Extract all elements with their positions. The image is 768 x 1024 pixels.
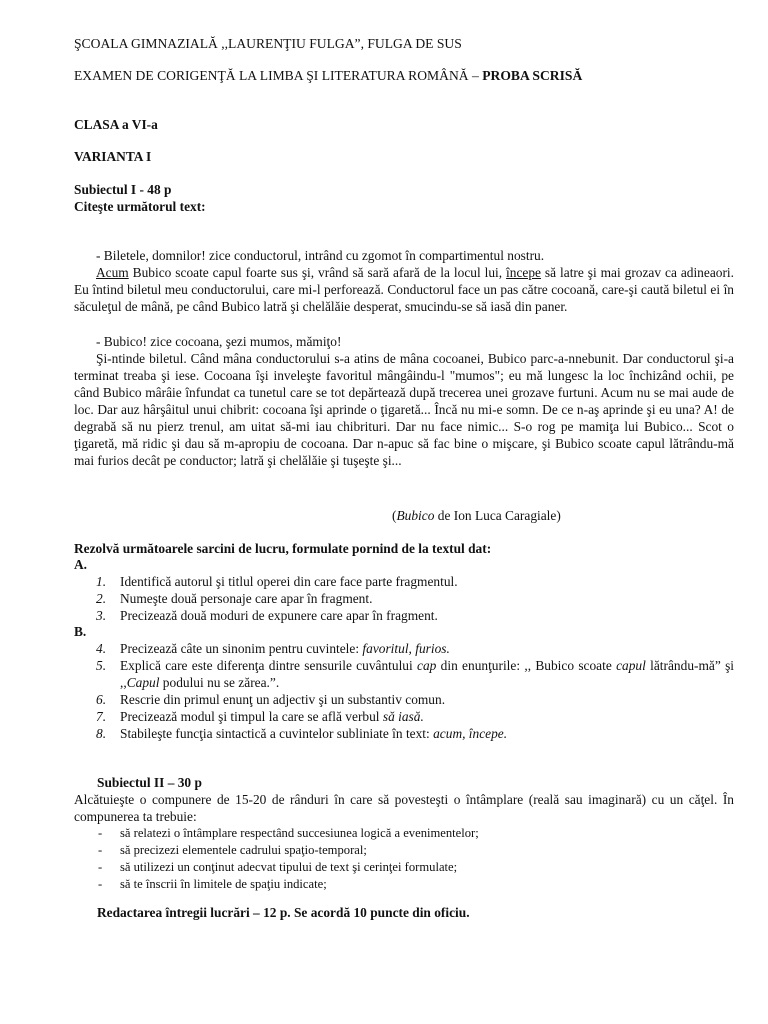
task-emphasis: favoritul, furios. xyxy=(362,641,450,656)
task-text: din enunţurile: ,, Bubico scoate xyxy=(436,658,617,673)
task-item xyxy=(74,657,734,691)
subject-1-title: Subiectul I - 48 p xyxy=(74,182,172,197)
task-text: Precizează două moduri de expunere care apar în fragment. xyxy=(120,608,438,623)
task-number: 4. xyxy=(96,641,107,656)
task-emphasis: acum, începe. xyxy=(433,726,508,741)
exam-title-text: EXAMEN DE CORIGENŢĂ LA LIMBA ŞI LITERATURA ROMÂNĂ – xyxy=(74,68,479,83)
task-text: Explică care este diferenţa dintre sensurile cuvântului xyxy=(120,658,418,673)
task-item xyxy=(74,691,734,708)
task-number: 3. xyxy=(96,608,107,623)
tasks-list-b xyxy=(74,640,734,742)
school-name: ŞCOALA GIMNAZIALĂ ,,LAURENŢIU FULGA”, FULGA DE SUS xyxy=(74,36,462,51)
requirement-item: - să te înscrii în limitele de spaţiu indicate; xyxy=(74,876,734,893)
text-source xyxy=(392,507,561,524)
variant-label: VARIANTA I xyxy=(74,149,152,164)
section-b-label: B. xyxy=(74,624,87,639)
requirement-item: - să relatezi o întâmplare respectând succesiunea logică a evenimentelor; xyxy=(74,825,734,842)
task-text: Stabileşte funcţia sintactică a cuvintelor subliniate în text: xyxy=(120,726,434,741)
task-item xyxy=(74,708,734,725)
requirement-item: - să precizezi elementele cadrului spaţio-temporal; xyxy=(74,842,734,859)
task-emphasis: să iasă. xyxy=(382,709,424,724)
underlined-word-incepe: începe xyxy=(506,265,541,280)
section-a-label: A. xyxy=(74,557,88,572)
tasks-intro: Rezolvă următoarele sarcini de lucru, formulate pornind de la textul dat: xyxy=(74,541,492,556)
task-text: podului nu se zărea.”. xyxy=(159,675,280,690)
task-number: 1. xyxy=(96,574,107,589)
task-emphasis: cap xyxy=(417,658,437,673)
underlined-word-acum: Acum xyxy=(96,265,129,280)
task-item xyxy=(74,590,734,607)
subject-2-title: Subiectul II – 30 p xyxy=(97,775,202,790)
tasks-list-a xyxy=(74,573,734,624)
task-text: lătrându-mă” şi ,, xyxy=(120,658,734,690)
text-paragraph-1: - Biletele, domnilor! zice conductorul, intrând cu zgomot în compartimentul nostru. xyxy=(96,248,545,263)
text-paragraph-4: Şi-ntinde biletul. Când mâna conductorului s-a atins de mâna cocoanei, Bubico parc-a-nnebunit. Dar conductorul şi-a terminat treaba şi iese. Cocoana îşi inveleşte favoritul mângâindu-l "mumos"; eu mă lungesc la loc închizând ochii, pe când Bubico mârâie înfundat ca tunetul care se tot depărtează după trecerea unei grozave furtuni. Acum nu se mai aude de loc. Dar auz hârşâitul unui chibrit: cocoana îşi aprinde o ţigaretă... Încă nu mi-e somn. De ce n-aş aprinde şi eu una? A! de degrabă să nu pierz trenul, am uitat să-mi iau chibrituri. Dar nu face nimic... S-o rog pe mamiţa lui Bubico... Scot o ţigaretă, mă ridic şi dau să m-apropiu de cocoana. Dar n-apuc să fac bine o mişcare, şi Bubico scoate capul lătrându-mă mai furios decât pe conductor; latră şi chelălăie şi tuşeşte şi... xyxy=(74,351,734,468)
task-text: Identifică autorul şi titlul operei din care face parte fragmentul. xyxy=(120,574,458,589)
task-text: Numeşte două personaje care apar în fragment. xyxy=(120,591,373,606)
task-item xyxy=(74,725,734,742)
class-label: CLASA a VI-a xyxy=(74,117,158,132)
task-item xyxy=(74,640,734,657)
requirement-item: - să utilizezi un conţinut adecvat tipului de text şi cerinţei formulate; xyxy=(74,859,734,876)
requirements-list xyxy=(74,825,734,893)
task-text: Precizează câte un sinonim pentru cuvintele: xyxy=(120,641,363,656)
text-paragraph-3: - Bubico! zice cocoana, şezi mumos, mămiţo! xyxy=(96,334,342,349)
task-number: 5. xyxy=(96,658,107,673)
footer-note: Redactarea întregii lucrări – 12 p. Se acordă 10 puncte din oficiu. xyxy=(97,905,470,920)
task-item xyxy=(74,573,734,590)
task-emphasis: capul xyxy=(616,658,646,673)
text-paragraph-2-part-a: Bubico scoate capul foarte sus şi, vrând să sară afară de la locul lui, xyxy=(128,265,507,280)
source-title: Bubico xyxy=(396,508,435,523)
source-open: ( xyxy=(392,508,397,523)
task-emphasis: Capul xyxy=(126,675,160,690)
task-item xyxy=(74,607,734,624)
task-number: 2. xyxy=(96,591,107,606)
text-paragraph-2-part-b: să latre şi mai grozav ca adineaori. Eu întind biletul meu conductorului, care mi-l perforează. Conductorul face un pas către cocoană, care-şi caută biletul ei în săculeţul de mână, pe când Bubico latră şi chelălăie desperat, smucindu-se să iasă din paner. xyxy=(74,265,734,314)
exam-title-bold: PROBA SCRISĂ xyxy=(482,68,583,83)
subject-2-prompt: Alcătuieşte o compunere de 15-20 de rânduri în care să povesteşti o întâmplare (reală sau imaginară) cu un căţel. În compunerea ta trebuie: xyxy=(74,792,734,824)
exam-title xyxy=(74,67,582,84)
task-text: Precizează modul şi timpul la care se află verbul xyxy=(120,709,383,724)
task-number: 6. xyxy=(96,692,107,707)
source-author: de Ion Luca Caragiale) xyxy=(434,508,561,523)
task-number: 8. xyxy=(96,726,107,741)
task-text: Rescrie din primul enunţ un adjectiv şi un substantiv comun. xyxy=(120,692,446,707)
task-number: 7. xyxy=(96,709,107,724)
text-paragraph-2 xyxy=(74,264,734,315)
subject-1-instruction: Citeşte următorul text: xyxy=(74,199,206,214)
